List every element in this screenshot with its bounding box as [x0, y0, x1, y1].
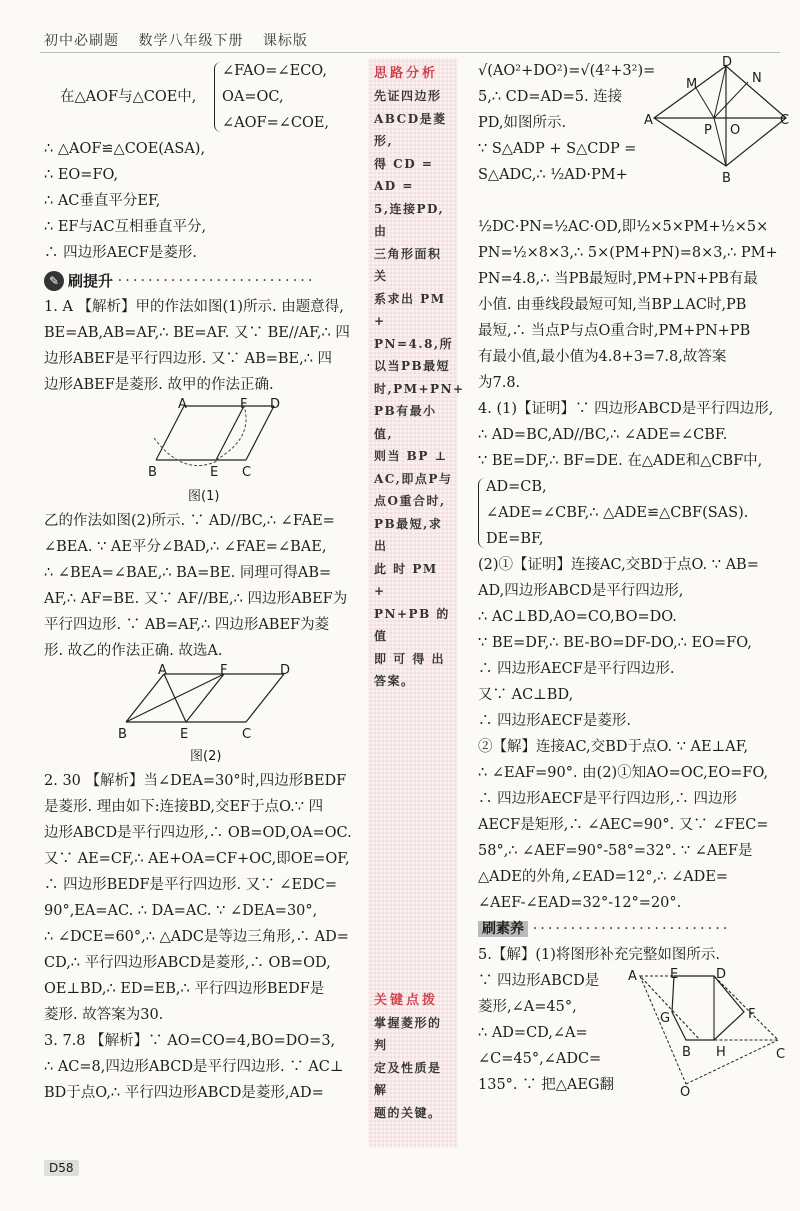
q4-line: 4. (1)【证明】∵ 四边形ABCD是平行四边形, — [478, 401, 774, 417]
q5-line: 135°. ∵ 把△AEG翻 — [478, 1077, 615, 1093]
hint-text — [368, 85, 465, 693]
brace — [478, 478, 485, 548]
subject-title: 数学八年级下册 — [138, 33, 244, 49]
q4-line: ∴ ∠EAF=90°. 由(2)①知AO=OC,EO=FO, — [478, 765, 769, 781]
edition-title: 课标版 — [262, 33, 308, 49]
q4-line: AD,四边形ABCD是平行四边形, — [478, 583, 684, 599]
figure-2 — [44, 664, 364, 768]
q5-line: 5.【解】(1)将图形补充完整如图所示. — [478, 947, 720, 963]
q4-line: 58°,∴ ∠AEF=90°-58°=32°. ∵ ∠AEF是 — [478, 843, 753, 859]
q3-cont-line: ∵ S△ADP + S△CDP = — [478, 141, 637, 157]
hint-line: 以当PB最短 — [374, 359, 451, 373]
q3-cont-line: 为7.8. — [478, 375, 521, 391]
hint-line: 先证四边形 — [374, 89, 442, 103]
fig4-label: A — [628, 969, 637, 984]
series-title: 初中必刷题 — [44, 33, 119, 49]
q2-line: 90°,EA=AC. ∴ DA=AC. ∵ ∠DEA=30°, — [44, 903, 318, 919]
system-line: ∠AOF=∠COE, — [222, 115, 330, 131]
q1b-line: 平行四边形. ∵ AB=AF,∴ 四边形ABEF为菱 — [44, 617, 330, 633]
q4-line: ②【解】连接AC,交BD于点O. ∵ AE⊥AF, — [478, 739, 749, 755]
fig3-label: N — [752, 71, 762, 86]
right-column — [478, 55, 790, 1100]
q5-line: ∴ AD=CD,∠A= — [478, 1025, 588, 1041]
q3-cont-line: PN=½×8×3,∴ 5×(PM+PN)=8×3,∴ PM+ — [478, 245, 778, 261]
section-heading-shuatisheng: ✎ 刷提升 — [44, 268, 113, 294]
q2-line: CD,∴ 平行四边形ABCD是菱形,∴ OB=OD, — [44, 955, 331, 971]
fig3-label: A — [644, 113, 653, 128]
fig4-label: O — [680, 1085, 691, 1100]
q2-line: 是菱形. 理由如下:连接BD,交EF于点O.∵ 四 — [44, 799, 324, 815]
q4-line: ∠ADE=∠CBF,∴ △ADE≌△CBF(SAS). — [486, 505, 749, 521]
text-line: ∴ AC垂直平分EF, — [44, 193, 161, 209]
hint-line: 5,连接PD,由 — [374, 201, 445, 238]
fig1-label: A — [178, 397, 187, 412]
q2-line: OE⊥BD,∴ ED=EB,∴ 平行四边形BEDF是 — [44, 981, 325, 997]
key-heading: 关键点拨 — [374, 992, 439, 1008]
left-column — [44, 58, 364, 1106]
hint-line: 时,PM+PN+ — [374, 381, 465, 396]
text-line: ∴ 四边形AECF是菱形. — [44, 245, 197, 261]
q2-line: ∴ 四边形BEDF是平行四边形. 又∵ ∠EDC= — [44, 877, 337, 893]
q3-cont-line: PN=4.8,∴ 当PB最短时,PM+PN+PB有最 — [478, 271, 758, 287]
q1-line: 边形ABEF是菱形. 故甲的作法正确. — [44, 377, 274, 393]
fig3-label: D — [722, 55, 733, 70]
q2-line: ∴ ∠DCE=60°,∴ △ADC是等边三角形,∴ AD= — [44, 929, 349, 945]
fig4-label: F — [748, 1007, 756, 1022]
q2-line: 边形ABCD是平行四边形,∴ OB=OD,OA=OC. — [44, 825, 352, 841]
text-line: ∴ EF与AC互相垂直平分, — [44, 219, 207, 235]
fig2-caption: 图(2) — [190, 749, 222, 764]
q4-line: ∴ 四边形AECF是平行四边形. — [478, 661, 675, 677]
q4-line: (2)①【证明】连接AC,交BD于点O. ∵ AB= — [478, 557, 759, 573]
fig3-label: C — [780, 113, 790, 128]
q3-line: BD于点O,∴ 平行四边形ABCD是菱形,AD= — [44, 1085, 324, 1101]
q3-cont-line: S△ADC,∴ ½AD·PM+ — [478, 167, 628, 183]
fig3-label: B — [722, 171, 731, 186]
fig1-label: D — [270, 397, 281, 412]
figure-3 — [644, 55, 790, 188]
figure-4-drawing — [628, 968, 788, 1092]
figure-4 — [628, 967, 788, 1100]
fig2-label: F — [220, 663, 228, 678]
fig1-label: E — [210, 465, 219, 480]
hint-line: PN=4.8,所 — [374, 336, 454, 351]
hint-line: PN+PB 的值 — [374, 606, 450, 643]
hint-line: 此 时 PM + — [374, 561, 438, 598]
q1-line: 边形ABEF是平行四边形. 又∵ AB=BE,∴ 四 — [44, 351, 333, 367]
brace — [214, 62, 221, 132]
fig4-label: H — [716, 1045, 726, 1060]
q4-line: ∴ 四边形AECF是平行四边形,∴ 四边形 — [478, 791, 738, 807]
q4-line: △ADE的外角,∠EAD=12°,∴ ∠ADE= — [478, 869, 729, 885]
q4-line: AD=CB, — [486, 479, 547, 495]
q3-cont-line: 小值. 由垂线段最短可知,当BP⊥AC时,PB — [478, 297, 747, 313]
q4-line: ∴ AC⊥BD,AO=CO,BO=DO. — [478, 609, 677, 625]
text-line: ∴ △AOF≌△COE(ASA), — [44, 141, 206, 157]
hint-sidebar — [368, 58, 465, 1148]
q3-cont-line: ½DC·PN=½AC·OD,即½×5×PM+½×5× — [478, 219, 769, 235]
hint-line: PB最短,求出 — [374, 516, 443, 553]
q4-line: ∴ AD=BC,AD//BC,∴ ∠ADE=∠CBF. — [478, 427, 728, 443]
dotted-divider: ·························· — [117, 273, 316, 289]
fig2-label: C — [242, 727, 252, 742]
q1-line: BE=AB,AB=AF,∴ BE=AF. 又∵ BE//AF,∴ 四 — [44, 325, 350, 341]
fig1-label: B — [148, 465, 157, 480]
hint-line: 三角形面积关 — [374, 246, 442, 283]
q1b-line: ∴ ∠BEA=∠BAE,∴ BA=BE. 同理可得AB= — [44, 565, 332, 581]
fig4-label: C — [776, 1047, 786, 1062]
q5-line: 菱形,∠A=45°, — [478, 999, 577, 1015]
hint-line: 则当 BP ⊥ — [374, 449, 448, 463]
q3-line: 3. 7.8 【解析】∵ AO=CO=4,BO=DO=3, — [44, 1033, 336, 1049]
fig1-label: C — [242, 465, 252, 480]
q3-cont-line: √(AO²+DO²)=√(4²+3²)= — [478, 63, 656, 79]
page-header — [44, 30, 322, 50]
q4-line: 又∵ AC⊥BD, — [478, 687, 574, 703]
system-line: OA=OC, — [222, 89, 284, 105]
q3-cont-line: 有最小值,最小值为4.8+3=7.8,故答案 — [478, 349, 727, 365]
figure-3-drawing — [644, 58, 790, 188]
fig2-label: B — [118, 727, 127, 742]
hint-line: 即 可 得 出 — [374, 651, 446, 666]
q2-line: 菱形. 故答案为30. — [44, 1007, 164, 1023]
header-rule — [40, 52, 780, 53]
text-line: ∴ EO=FO, — [44, 167, 119, 183]
hint-line: 得 CD = AD = — [374, 156, 434, 193]
hint-line: PB有最小值, — [374, 404, 437, 441]
q1b-line: AF,∴ AF=BE. 又∵ AF//BE,∴ 四边形ABEF为 — [44, 591, 348, 607]
q3-cont-line: PD,如图所示. — [478, 115, 567, 131]
q1b-line: 形. 故乙的作法正确. 故选A. — [44, 643, 223, 659]
section-heading-shuasuyang: 刷素养 — [478, 921, 528, 937]
hint-line: AC,即点P与 — [374, 471, 453, 486]
q4-line: ∠AEF-∠EAD=32°-12°=20°. — [478, 895, 682, 911]
q1-line: 1. A 【解析】甲的作法如图(1)所示. 由题意得, — [44, 299, 344, 315]
fig4-label: B — [682, 1045, 691, 1060]
fig1-label: F — [240, 397, 248, 412]
q4-line: DE=BF, — [486, 531, 544, 547]
dotted-divider: ·························· — [532, 921, 731, 937]
fig4-label: G — [660, 1011, 671, 1026]
key-text — [368, 1012, 458, 1125]
q4-line: ∵ BE=DF,∴ BE-BO=DF-DO,∴ EO=FO, — [478, 635, 752, 651]
hint-heading: 思路分析 — [374, 66, 439, 81]
page-number: D58 — [44, 1160, 79, 1176]
hint-line: ABCD是菱形, — [374, 111, 447, 148]
hint-line: 点O重合时, — [374, 494, 446, 508]
figure-1 — [44, 398, 364, 508]
q2-line: 又∵ AE=CF,∴ AE+OA=CF+OC,即OE=OF, — [44, 851, 350, 867]
fig3-label: M — [686, 77, 698, 92]
system-line: ∠FAO=∠ECO, — [222, 63, 327, 79]
key-line: 题的关键。 — [374, 1105, 442, 1120]
fig2-label: D — [280, 663, 291, 678]
fig3-label: O — [730, 123, 741, 138]
q5-line: ∠C=45°,∠ADC= — [478, 1051, 602, 1067]
fig4-label: D — [716, 967, 727, 982]
fig3-label: P — [704, 123, 712, 138]
q4-line: AECF是矩形,∴ ∠AEC=90°. 又∵ ∠FEC= — [478, 817, 769, 833]
fig4-label: E — [670, 967, 679, 982]
key-line: 定及性质是解 — [374, 1060, 442, 1097]
q5-line: ∵ 四边形ABCD是 — [478, 973, 600, 989]
hint-line: 答案。 — [374, 674, 415, 688]
key-line: 掌握菱形的判 — [374, 1015, 442, 1052]
q3-line: ∴ AC=8,四边形ABCD是平行四边形. ∵ AC⊥ — [44, 1059, 344, 1075]
q3-cont-line: 5,∴ CD=AD=5. 连接 — [478, 89, 623, 105]
q3-cont-line: 最短,∴ 当点P与点O重合时,PM+PN+PB — [478, 323, 751, 339]
q1b-line: ∠BEA. ∵ AE平分∠BAD,∴ ∠FAE=∠BAE, — [44, 539, 327, 555]
q2-line: 2. 30 【解析】当∠DEA=30°时,四边形BEDF — [44, 773, 347, 789]
q4-line: ∵ BE=DF,∴ BF=DE. 在△ADE和△CBF中, — [478, 453, 763, 469]
hint-line: 系求出 PM + — [374, 291, 446, 328]
text-line: 在△AOF与△COE中, — [60, 89, 197, 105]
fig2-label: E — [180, 727, 189, 742]
pen-icon: ✎ — [44, 271, 64, 291]
q1b-line: 乙的作法如图(2)所示. ∵ AD//BC,∴ ∠FAE= — [44, 513, 335, 529]
q4-line: ∴ 四边形AECF是菱形. — [478, 713, 631, 729]
fig1-caption: 图(1) — [188, 489, 220, 504]
fig2-label: A — [158, 663, 167, 678]
